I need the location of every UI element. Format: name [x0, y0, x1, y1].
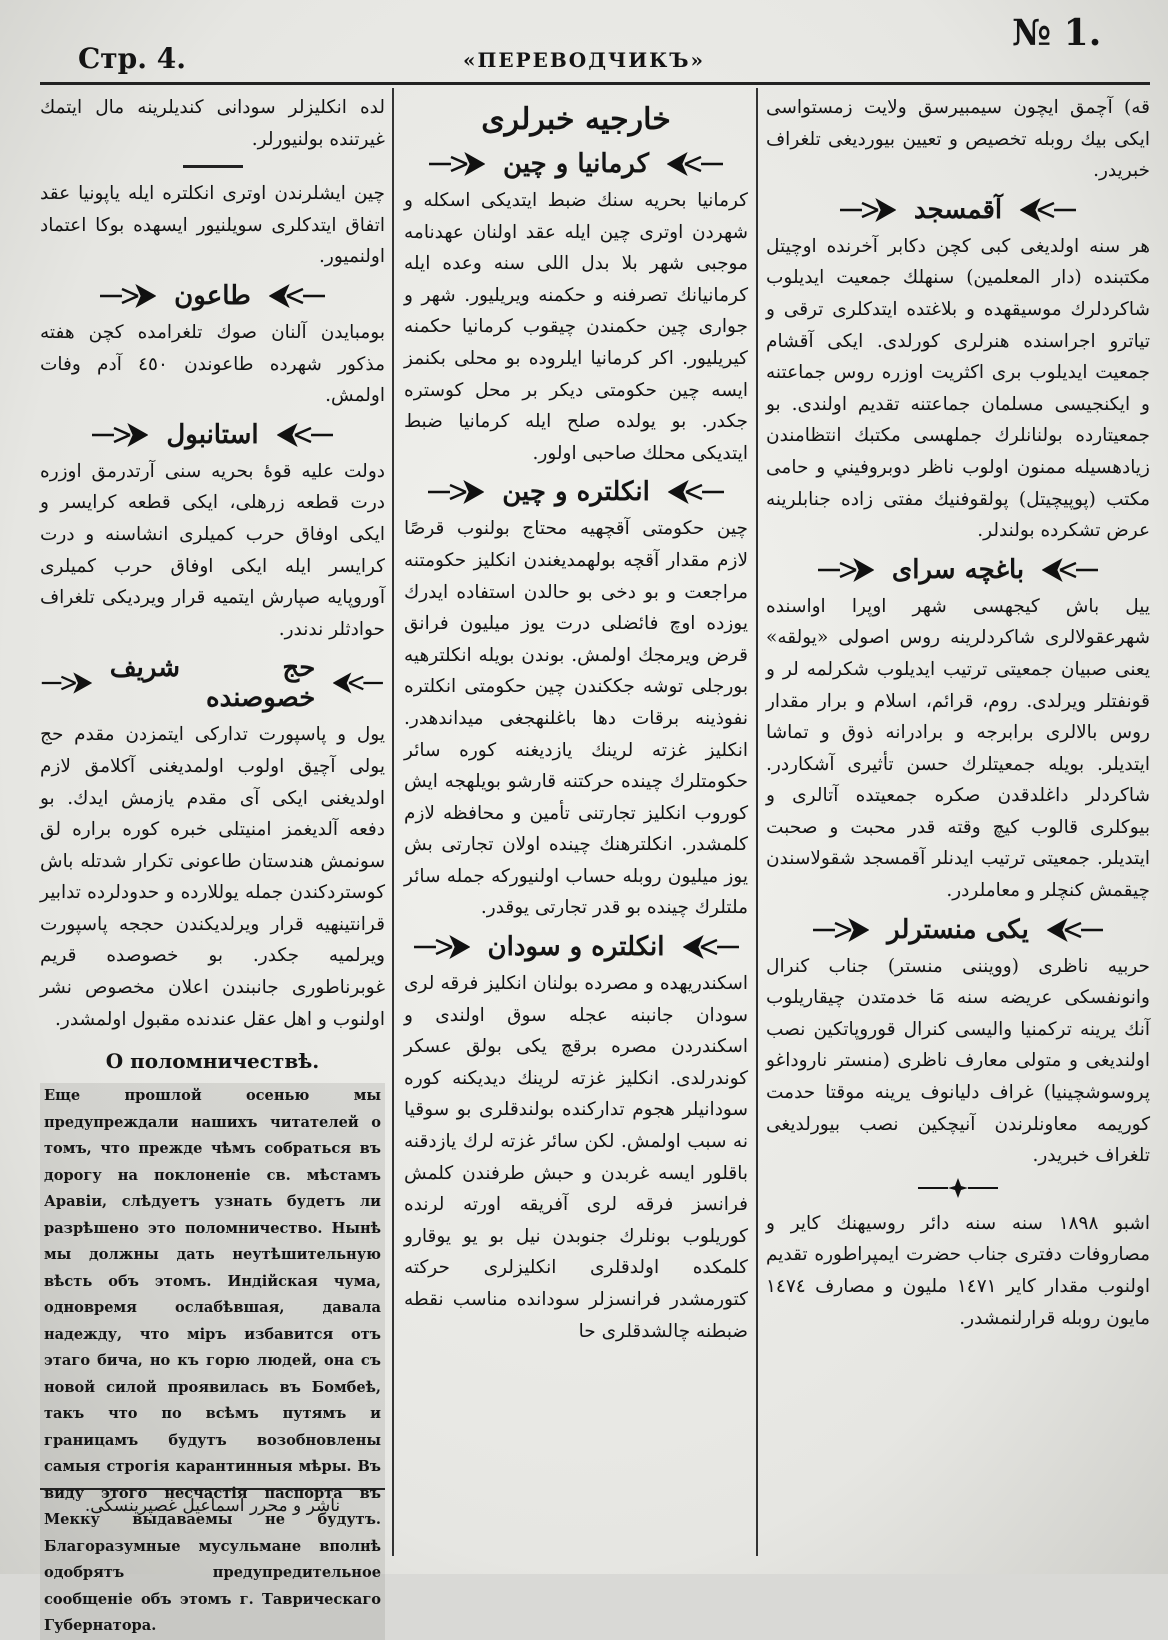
heading-istanbul: [40, 420, 385, 450]
ornament-icon: [667, 151, 725, 177]
article-paragraph: قه) آچمق ايچون سيمبيرسق ولايت زمستواسى ايكى بيك روبله تخصيص و تعيين بيورديغى تلغراف خبريدر.: [766, 97, 1150, 182]
column-left: [40, 92, 385, 1640]
masthead-rule: [40, 82, 1150, 85]
article-paragraph: لده انكليزلر سودانى كنديلرينه مال ايتمك غيرتنده بولنيورلر.: [40, 97, 385, 150]
article-paragraph: دولت عليه قوهٔ بحريه سنى آرتدرمق اوزره درت قطعه زرهلى، ايكى قطعه كرايسر و ايكى اوفاق حرب كميلرى انشاسنه و درت كرايسر ايله ايكى اوفاق حرب كميلرى آوروپايه صپارش ايتميه قرار ويرديكى تلغراف حوادثلر ندندر.: [40, 460, 385, 640]
section-title-foreign-news: خارجيه خبرلرى: [481, 102, 671, 137]
russian-article-text: Еще прошлой осенью мы предупреждали нашихъ читателей о томъ, что прежде чѣмъ собраться въ дорогу на поклоненіе св. мѣстамъ Аравіи, слѣдуетъ узнать будетъ ли разрѣшено это поломничество. Нынѣ мы должны дать неутѣшительную вѣсть объ этомъ. Индійская чума, одновремя ослабѣвшая, давала надежду, что міръ избавится отъ этаго бича, но къ горю людей, она съ новой силой проявилась въ Бомбеѣ, такъ что по всѣмъ путямъ и границамъ будутъ возобновлены самыя строгія карантинныя мѣры. Въ виду этого несчастія паспорта въ Мекку выдаваемы не будутъ. Благоразумные мусульмане вполнѣ одобрятъ предупредительное сообщеніе объ этомъ г. Таврическаго Губернатора.: [40, 1083, 385, 1640]
column-divider-left: [392, 88, 394, 1556]
ornament-icon: [98, 283, 156, 309]
column-middle: [404, 92, 748, 1347]
ornament-icon: [269, 283, 327, 309]
article-paragraph: ييل باش كيجهسى شهر اوپرا اواسنده شهرعقولالرى شاكردلرينه روس اصولى «يولقه» يعنى صبيان جمعيتى ترتيب ايديلوب شكرلمه لر و قونفتلر ويرلدى. روم، قرائم، اسلام و برار مقدار روس بالالرى برابرجه و برادرانه ذوق و تماشا ايتديلر. بويله جمعيتلرك حسن تأثيرى آشكاردر. شاكردلر داغلدقدن صكره جمعيتده آتالرى و بيوكلرى قالوب كيچ وقته قدر محبت و صحبت ايتديلر. جمعيتى ترتيب ايدنلر آقمسجد شقولاسندن چيقمش كنچلر و معاملردر.: [766, 595, 1150, 902]
ornament-icon: [816, 557, 874, 583]
article-paragraph: كرمانيا بحريه سنك ضبط ايتديكى اسكله و شهردن اوترى چين ايله عقد اولنان عهدنامه موجبى شهر بلا بدل اللى سنه وعده ايله كرمانيانك تصرفنه و حكمنه ويريليور. شهر و جوارى چين حكمندن چيقوب كرمانيا حكمنه كيريليور. اكر كرمانيا ايلروده بو محلى بكنمز ايسه چين حكومتى ديكر بر محل كوستره جكدر. بو يولده صلح ايله كرمانيا ضبط ايتديكى محلك صاحبى اولور.: [404, 190, 748, 464]
ornament-icon: [811, 917, 869, 943]
ornament-icon: [90, 422, 148, 448]
separator: [183, 165, 243, 168]
article-paragraph: اشبو ١٨٩٨ سنه سنه دائر روسيهنك كاير و مصاروفات دفترى جناب حضرت ايمپراطوره تقديم اولنوب مقدار كاير ١٤٧١ مليون و مصارف ١٤٧٤ مايون روبله قرارلنمشدر.: [766, 1212, 1151, 1329]
ornament-icon: [1042, 557, 1100, 583]
masthead: [0, 0, 1168, 80]
heading-akmescit: [766, 195, 1150, 225]
heading-hajj: [40, 653, 385, 713]
heading-england-sudan: [404, 932, 748, 962]
column-right: [766, 92, 1150, 1334]
heading-text: يكى منسترلر: [887, 914, 1029, 945]
article-paragraph: هر سنه اولديغى كبى كچن دكابر آخرنده اوچيتل مكتبنده (دار المعلمين) سنهلك جمعيت ايديلوب شاكردلرك موسيقهده و بلاغتده ايتدكلرى ترقى و تياترو اجراسنده هنرلرى كورلدى. ايكى آقشام جمعيت ايديلوب برى اكثريت اوزره روس جماعتنه و ايكنجيسى مسلمان جماعتنه تقديم اولندى. بو جمعيتارده بولنانلرك جملهسى مكتبك انتظامندن زيادهسيله ممنون اولوب ناظر دوبروفيني و حامى مكتب (پوپيچيتل) پولقوفنيك مفتى زاده جنابلرينه عرض تشكرده بولندلر.: [766, 235, 1150, 542]
publisher-line: ناشر و محرر اسماعيل غصپرينسكى.: [40, 1488, 385, 1516]
page-number: Стр. 4.: [78, 42, 186, 75]
ornament-icon: [838, 197, 896, 223]
heading-text: كرمانيا و چين: [503, 149, 649, 179]
heading-new-ministers: [766, 915, 1150, 945]
article-paragraph: چين حكومتى آقچهيه محتاج بولنوب قرصًا لازم مقدار آقچه بولهمديغندن انكليز حكومتنه مراجعت و بو دخى بو حالدن استفاده ايدرك يوزده اوچ فائضلى درت يوز ميليون فرانق قرض ويرمجك اولمش. بوندن بويله انكلترهيه بورجلى توشه جككندن چين حكومتى انكلتره نفوذينه برقات دها باغلنهجغى ميداندهدر. انكليز غزته لرينك يازديغنه كوره سائر حكومتلرك چينده حركتنه قارشو بويلهجه ايش كوروب انكليز تجارتنى تأمين و محافظه لازم كلمشدر. انكلترهنك چينده اولان تجارتى بش يوز ميليون روبله حساب اولنيوركه جمله سائر ملتلرك چينده بو قدر تجارتى يوقدر.: [404, 518, 748, 919]
ornament-icon: [683, 934, 741, 960]
ornament-icon: [668, 479, 726, 505]
russian-article: [40, 1049, 385, 1640]
heading-bahcesaray: [766, 555, 1150, 585]
heading-text: انكلتره و چين: [502, 477, 650, 508]
column-divider-right: [756, 88, 758, 1556]
ornament-icon: [40, 670, 92, 696]
article-paragraph: يول و پاسپورت تداركى ايتمزدن مقدم حج يولى آچيق اولوب اولمديغنى آكلامق لازم اولديغنى ايكى آى مقدم يازمش ايدك. بو دفعه آلديغمز امنيتلى خبره كوره براره لق سونمش هندستان طاعونى تكرار شدتله باش كوستردكندن جمله يوللارده و حدودلرده تدابير قرانتينهيه قرار ويرلديكندن حججه پاسپورت ويرلميه جكدر. بو خصوصده قريم غوبرناطورى جانبندن اعلان مخصوص نشر اولنوب و اهل عقل عندنده مقبول اولمشدر.: [40, 724, 385, 1030]
heading-text: استانبول: [166, 419, 259, 450]
issue-number: № 1.: [1012, 12, 1102, 54]
article-paragraph: بومبايدن آلنان صوك تلغرامده كچن هفته مذكور شهرده طاعوندن ٤٥٠ آدم وفات اولمش.: [40, 321, 385, 407]
article-paragraph: اسكندريهده و مصرده بولنان انكليز فرقه لرى سودان جانبنه عجله سوق اولندى و اسكندردن مصره برقچ يكى بولق عسكر كوندرلدى. انكليز غزته لرينك ديديكنه كوره سودانيلر هجوم تداركنده بولندقلرى بو سوقيا نه سبب اولمش. لكن سائر غزته لرك يازدقنه باقلور ايسه غربدن و حبش طرفندن كلمش فرانسز فرقه لرى آفريقه اورته لرنده كوريلوب بونلرك جنوبدن نيل بو يو يوقارو كلمكده اولدقلرى انكليزلرى حركته كتورمشدر فرانسزلر سودانده مناسب نقطه ضبطنه چالشدقلرى حا: [404, 973, 748, 1342]
heading-text: باغچه سراى: [891, 554, 1025, 585]
ornament-icon: [1047, 917, 1105, 943]
ornament-icon: [426, 479, 484, 505]
heading-text: حج شريف خصوصنده: [109, 653, 316, 714]
ornament-icon: [277, 422, 335, 448]
article-paragraph: چين ايشلرندن اوترى انكلتره ايله ياپونيا عقد اتفاق ايتدكلرى سويلنيور ايسهده بوكا اعتماد اولنميور.: [40, 183, 385, 268]
heading-germany-china: [404, 149, 748, 179]
ornament-icon: [333, 670, 385, 696]
heading-text: آقمسجد: [913, 194, 1003, 225]
heading-plague: [40, 281, 385, 311]
heading-text: انكلتره و سودان: [487, 932, 665, 963]
ornament-icon: [427, 151, 485, 177]
newspaper-title: «ПЕРЕВОДЧИКЪ»: [462, 48, 705, 72]
heading-text: طاعون: [174, 280, 251, 311]
ornament-icon: [412, 934, 470, 960]
ornament-icon: [1020, 197, 1078, 223]
star-ornament-icon: [918, 1176, 998, 1200]
star-separator: [766, 1176, 1150, 1204]
heading-england-china: [404, 477, 748, 507]
russian-article-title: О поломничествѣ.: [105, 1049, 320, 1074]
article-paragraph: حربيه ناظرى (وويننى منستر) جناب كنرال وانونفسكى عريضه سنه مَا خدمتدن چيقاريلوب آنك يرينه تركمنيا واليسى كنرال قوروپاتكين نصب اولنديغى و متولى معارف ناظرى (منستر ناروداغو پروسوشچينيا) غراف دليانوف يرينه موقتا حدمت كوريمه معاونلرندن آنيچكين نصب بيورلديغى تلغراف خبريدر.: [766, 955, 1150, 1167]
